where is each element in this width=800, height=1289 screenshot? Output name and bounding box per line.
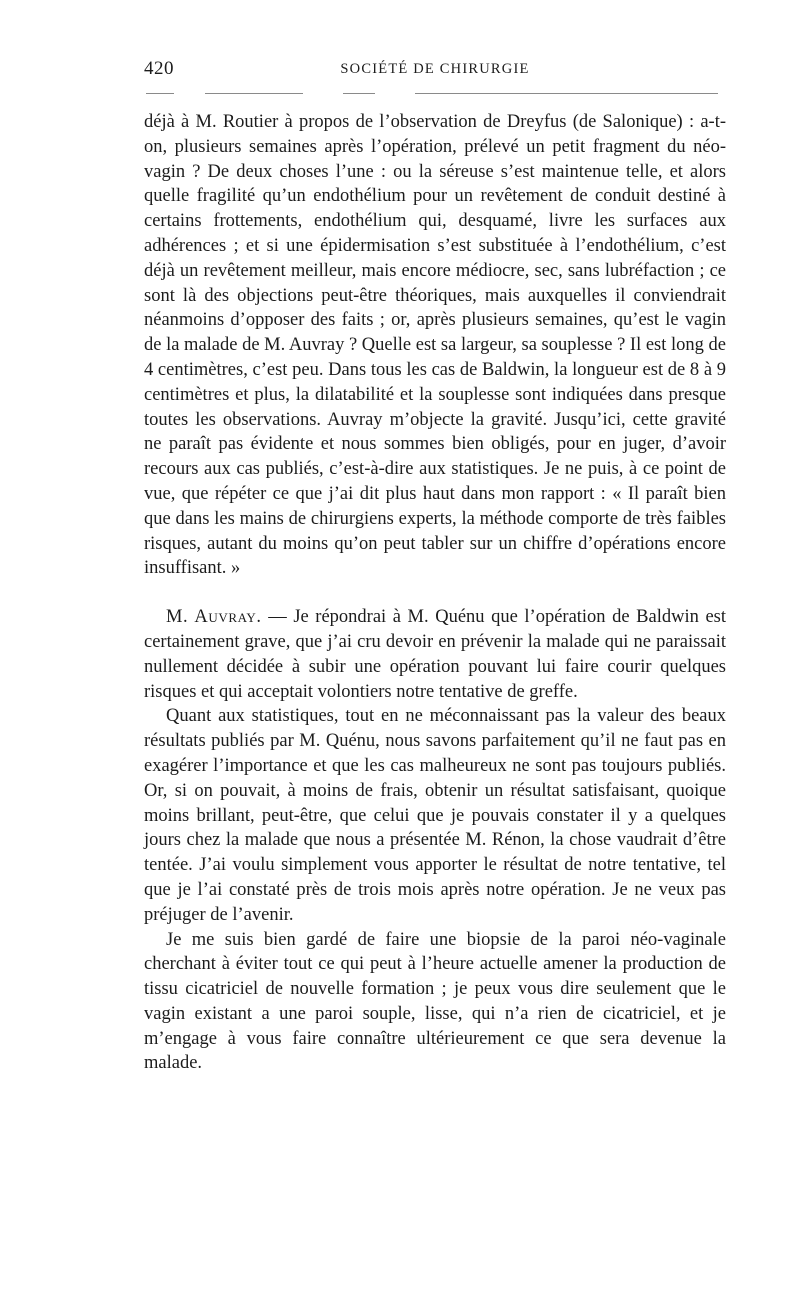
running-title: SOCIÉTÉ DE CHIRURGIE xyxy=(340,61,530,77)
paragraph-statistics: Quant aux statistiques, tout en ne méconnaissant pas la valeur des beaux résultats publiés par M. Quénu, nous savons parfaitement qu’il ne faut pas en exagérer l’importance et que les cas malheureux ne sont pas toujours publiés. Or, si on pouvait, à moins de frais, obtenir un résultat satisfaisant, quoique moins brillant, peut-être, que celui que je pouvais constater il y a quelques jours chez la malade que nous a présentée M. Rénon, la chose vaudrait d’être tentée. J’ai voulu simplement vous apporter le résultat de notre tentative, tel que je l’ai constaté près de trois mois après notre opération. Je ne veux pas préjuger de l’avenir. xyxy=(144,706,726,925)
speaker-name: M. Auvray. xyxy=(166,607,262,628)
body-text xyxy=(144,110,726,1076)
header-rule xyxy=(205,93,303,94)
header-rule xyxy=(146,93,174,94)
paragraph-auvray-reply-text: — Je répondrai à M. Quénu que l’opération de Baldwin est certainement grave, que j’ai cru devoir en prévenir la malade qui ne paraissait nullement décidée à subir une opération pouvant lui faire courir quelques risques et qui acceptait volontiers notre tentative de greffe. xyxy=(144,607,726,702)
header-rule xyxy=(343,93,375,94)
paragraph-quenu-continued: déjà à M. Routier à propos de l’observation de Dreyfus (de Salonique) : a-t-on, plusieurs semaines après l’opération, prélevé un petit fragment du néo-vagin ? De deux choses l’une : ou la séreuse s’est maintenue telle, et alors quelle fragilité qu’un endothélium pour un revêtement de conduit destiné à certains frottements, endothélium qui, desquamé, livre les surfaces aux adhérences ; et si une épidermisation s’est substituée à l’endothélium, c’est déjà un revêtement meilleur, mais encore médiocre, sec, sans lubréfaction ; ce sont là des objections peut-être théoriques, mais auxquelles il conviendrait néanmoins d’opposer des faits ; or, après plusieurs semaines, qu’est le vagin de la malade de M. Auvray ? Quelle est sa largeur, sa souplesse ? Il est long de 4 centimètres, c’est peu. Dans tous les cas de Baldwin, la longueur est de 8 à 9 centimètres et plus, la dilatabilité et la souplesse sont indiquées dans presque toutes les observations. Auvray m’objecte la gravité. Jusqu’ici, cette gravité ne paraît pas évidente et nous sommes bien obligés, pour en juger, d’avoir recours aux cas publiés, c’est-à-dire aux statistiques. Je ne puis, à ce point de vue, que répéter ce que j’ai dit plus haut dans mon rapport : « Il paraît bien que dans les mains de chirurgiens experts, la méthode comporte de très faibles risques, autant du moins qu’on peut tabler sur un chiffre d’opérations encore insuffisant. » xyxy=(144,112,727,579)
page-number: 420 xyxy=(144,58,174,79)
running-head xyxy=(144,58,726,84)
paragraph-auvray-reply xyxy=(144,605,726,704)
header-rule xyxy=(415,93,718,94)
paragraph-biopsy: Je me suis bien gardé de faire une biopsie de la paroi néo-vaginale cherchant à éviter tout ce qui peut à l’heure actuelle amener la production de tissu cicatriciel de nouvelle formation ; je peux vous dire seulement que le vagin existant a une paroi souple, lisse, qui n’a rien de cicatriciel, et je m’engage à vous faire connaître ultérieurement ce que sera devenue la malade. xyxy=(144,929,726,1074)
